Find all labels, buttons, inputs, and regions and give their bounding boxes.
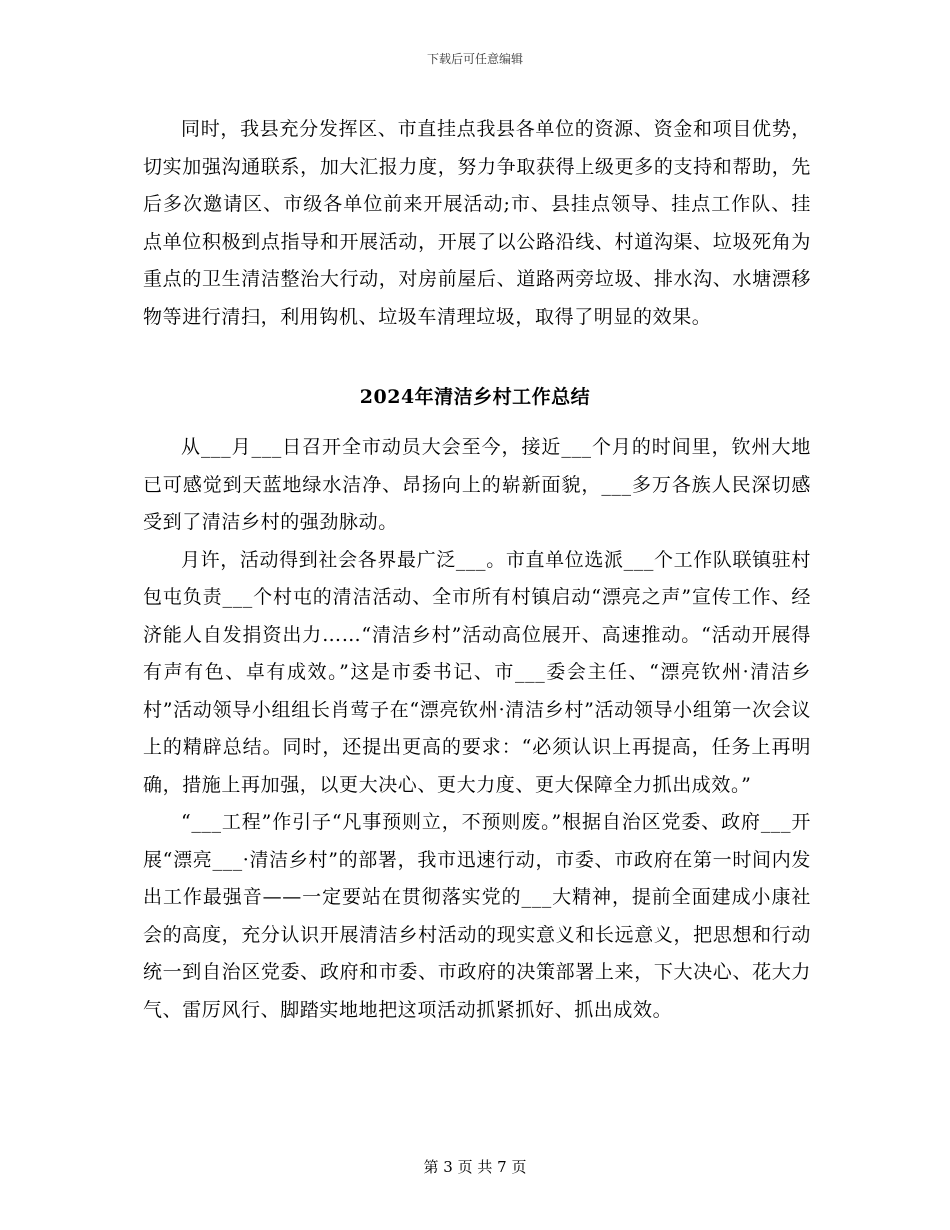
intro-section: [143, 111, 811, 336]
page-number: 第 3 页 共 7 页: [423, 1158, 527, 1176]
paragraph: 从___月___日召开全市动员大会至今，接近___个月的时间里，钦州大地已可感觉到天蓝地绿水洁净、昂扬向上的崭新面貌，___多万各族人民深切感受到了清洁乡村的强劲脉动。: [143, 436, 811, 533]
paragraph: 同时，我县充分发挥区、市直挂点我县各单位的资源、资金和项目优势，切实加强沟通联系，加大汇报力度，努力争取获得上级更多的支持和帮助，先后多次邀请区、市级各单位前来开展活动;市、县挂点领导、挂点工作队、挂点单位积极到点指导和开展活动，开展了以公路沿线、村道沟渠、垃圾死角为重点的卫生清洁整治大行动，对房前屋后、道路两旁垃圾、排水沟、水塘漂移物等进行清扫，利用钩机、垃圾车清理垃圾，取得了明显的效果。: [143, 118, 811, 328]
paragraph: 月许，活动得到社会各界最广泛___。市直单位选派___个工作队联镇驻村包屯负责___个村屯的清洁活动、全市所有村镇启动“漂亮之声”宣传工作、经济能人自发捐资出力……“清洁乡村”活动高位展开、高速推动。“活动开展得有声有色、卓有成效。”这是市委书记、市___委会主任、“漂亮钦州·清洁乡村”活动领导小组组长肖莺子在“漂亮钦州·清洁乡村”活动领导小组第一次会议上的精辟总结。同时，还提出更高的要求：“必须认识上再提高，任务上再明确，措施上再加强，以更大决心、更大力度、更大保障全力抓出成效。”: [143, 548, 811, 796]
paragraph: “___工程”作引子“凡事预则立，不预则废。”根据自治区党委、政府___开展“漂亮___·清洁乡村”的部署，我市迅速行动，市委、市政府在第一时间内发出工作最强音——一定要站在贯彻落实党的___大精神，提前全面建成小康社会的高度，充分认识开展清洁乡村活动的现实意义和长远意义，把思想和行动统一到自治区党委、政府和市委、市政府的决策部署上来，下大决心、花大力气、雷厉风行、脚踏实地地把这项活动抓紧抓好、抓出成效。: [143, 811, 811, 1021]
page-header: 下载后可任意编辑: [426, 52, 523, 66]
summary-section: [143, 429, 811, 1029]
document-title: 2024年清洁乡村工作总结: [359, 386, 591, 408]
